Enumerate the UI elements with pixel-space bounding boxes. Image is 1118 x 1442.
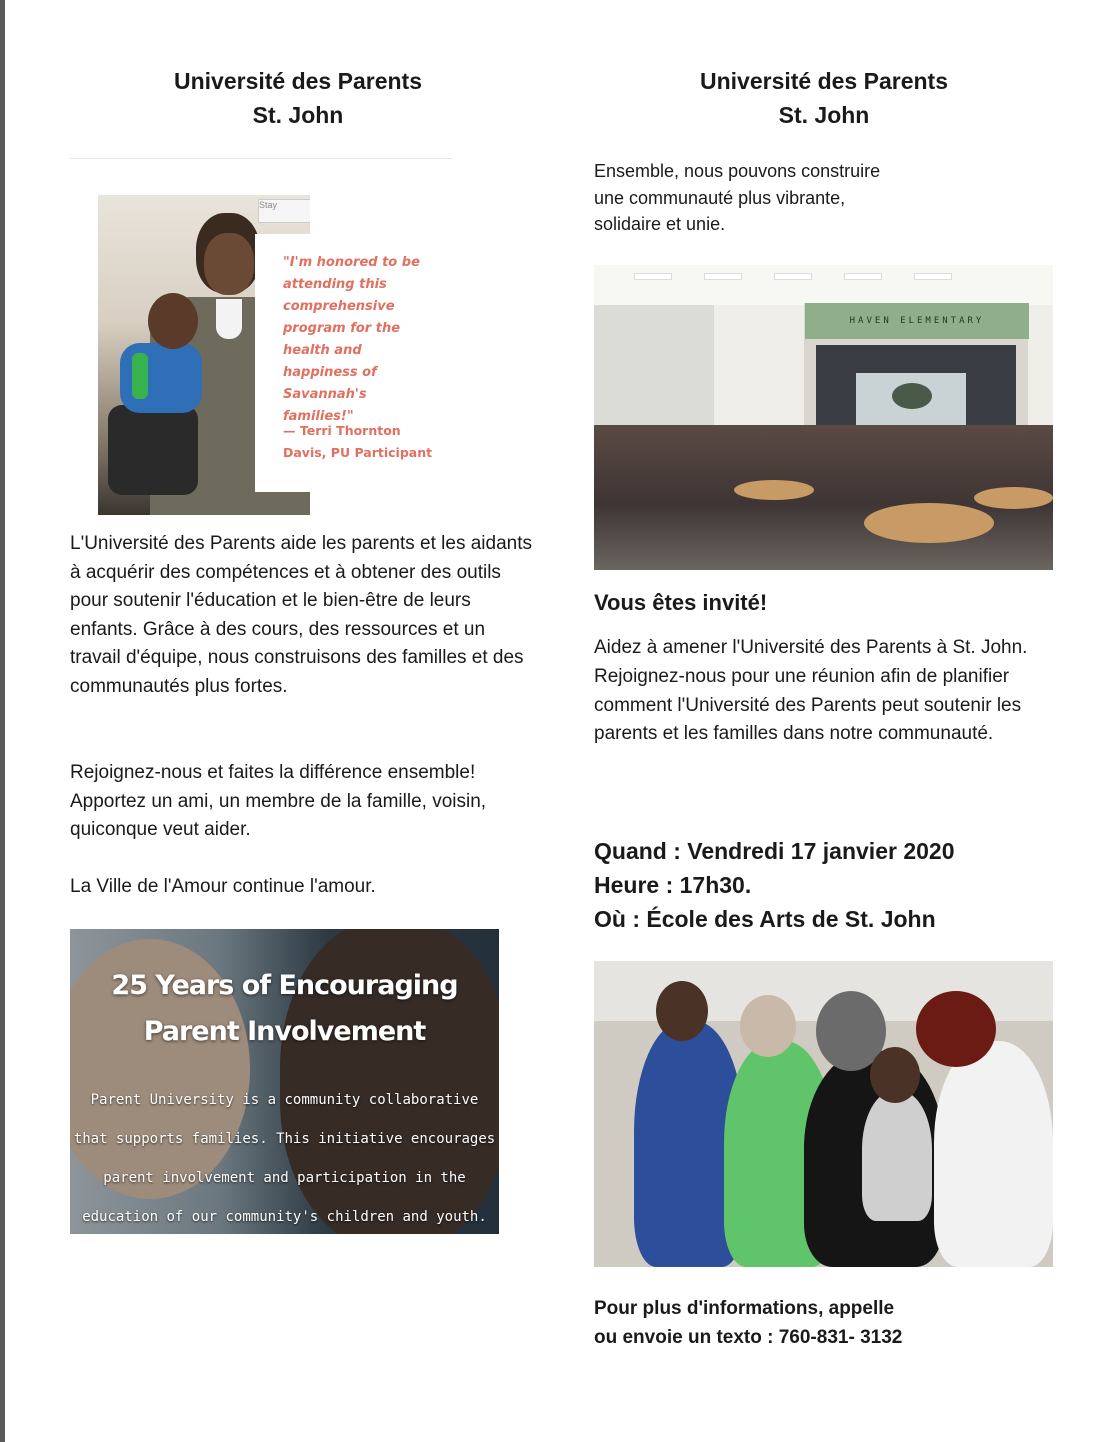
person-head-wrap [740, 995, 796, 1057]
ceiling-light [704, 273, 742, 280]
school-hall-photo [594, 265, 1053, 570]
child-head [870, 1047, 920, 1103]
ceiling-light [634, 273, 672, 280]
contact-line1: Pour plus d'informations, appelle [594, 1298, 895, 1319]
screen-tree-image [892, 383, 932, 409]
love-paragraph: La Ville de l'Amour continue l'amour. [70, 876, 376, 897]
contact-info [594, 1295, 1054, 1352]
ceiling-light [844, 273, 882, 280]
banner-title: 25 Years of Encouraging Parent Involvement [111, 970, 458, 1047]
invite-line1: Aidez à amener l'Université des Parents à St. John. [594, 637, 1028, 658]
contact-line2: ou envoie un texto : 760-831- 3132 [594, 1326, 903, 1348]
join-paragraph: Rejoignez-nous et faites la différence ensemble! Apportez un ami, un membre de la famille, voisin, quiconque veut aider. [70, 762, 487, 841]
audience-photo [594, 961, 1053, 1267]
hall-wall [594, 305, 714, 435]
invite-line2: Rejoignez-nous pour une réunion afin de planifier comment l'Université des Parents peut soutenir les parents et les familles dans notre communauté. [594, 665, 1022, 745]
round-table [974, 487, 1053, 509]
person-head [656, 981, 708, 1041]
event-details [594, 834, 1054, 936]
testimonial-attribution: — Terri Thornton Davis, PU Participant [283, 423, 433, 460]
community-intro: Ensemble, nous pouvons construire une communauté plus vibrante, solidaire et unie. [594, 161, 881, 234]
hall-ceiling [594, 265, 1053, 305]
event-location: Où : École des Arts de St. John [594, 906, 936, 932]
photo-sign: Stay [258, 199, 310, 223]
left-title-line2: St. John [252, 102, 344, 128]
hall-sign: HAVEN ELEMENTARY [805, 303, 1029, 339]
photo-child-head [148, 293, 198, 349]
person-head-red-hair [916, 991, 996, 1067]
event-time: Heure : 17h30. [594, 872, 752, 898]
left-title-line1: Université des Parents [173, 68, 422, 94]
intro-paragraph: L'Université des Parents aide les parents et les aidants à acquérir des compétences et à obtener des outils pour soutenir l'éducation et le bien-être de leurs enfants. Grâce à des cours, des ressources et un travail d'équipe, nous construisons des familles et des communautés plus fortes. [70, 533, 532, 697]
ceiling-light [774, 273, 812, 280]
event-date: Quand : Vendredi 17 janvier 2020 [594, 838, 955, 864]
photo-bottle [132, 353, 148, 399]
right-title-line2: St. John [778, 102, 870, 128]
testimonial-quote: "I'm honored to be attending this comprehensive program for the health and happiness of Savannah's families!" [283, 255, 420, 424]
photo-shirt [216, 299, 242, 339]
photo-man-face [204, 233, 254, 295]
invite-text [594, 634, 1054, 749]
person-white-shirt [934, 1041, 1053, 1267]
round-table [734, 480, 814, 500]
right-title-line1: Université des Parents [699, 68, 948, 94]
photo-child-legs [108, 405, 198, 495]
parent-involvement-banner [70, 929, 499, 1234]
ceiling-light [914, 273, 952, 280]
title-divider [70, 158, 452, 159]
left-title [68, 64, 528, 132]
page-edge [0, 0, 5, 1442]
child-gray-shirt [862, 1091, 932, 1221]
invite-heading: Vous êtes invité! [594, 590, 768, 615]
right-title [594, 64, 1054, 132]
round-table [864, 503, 994, 543]
banner-body: Parent University is a community collaborative that supports families. This initiative encourages parent involvement and participation in the education of our community's children and youth. [73, 1092, 496, 1225]
